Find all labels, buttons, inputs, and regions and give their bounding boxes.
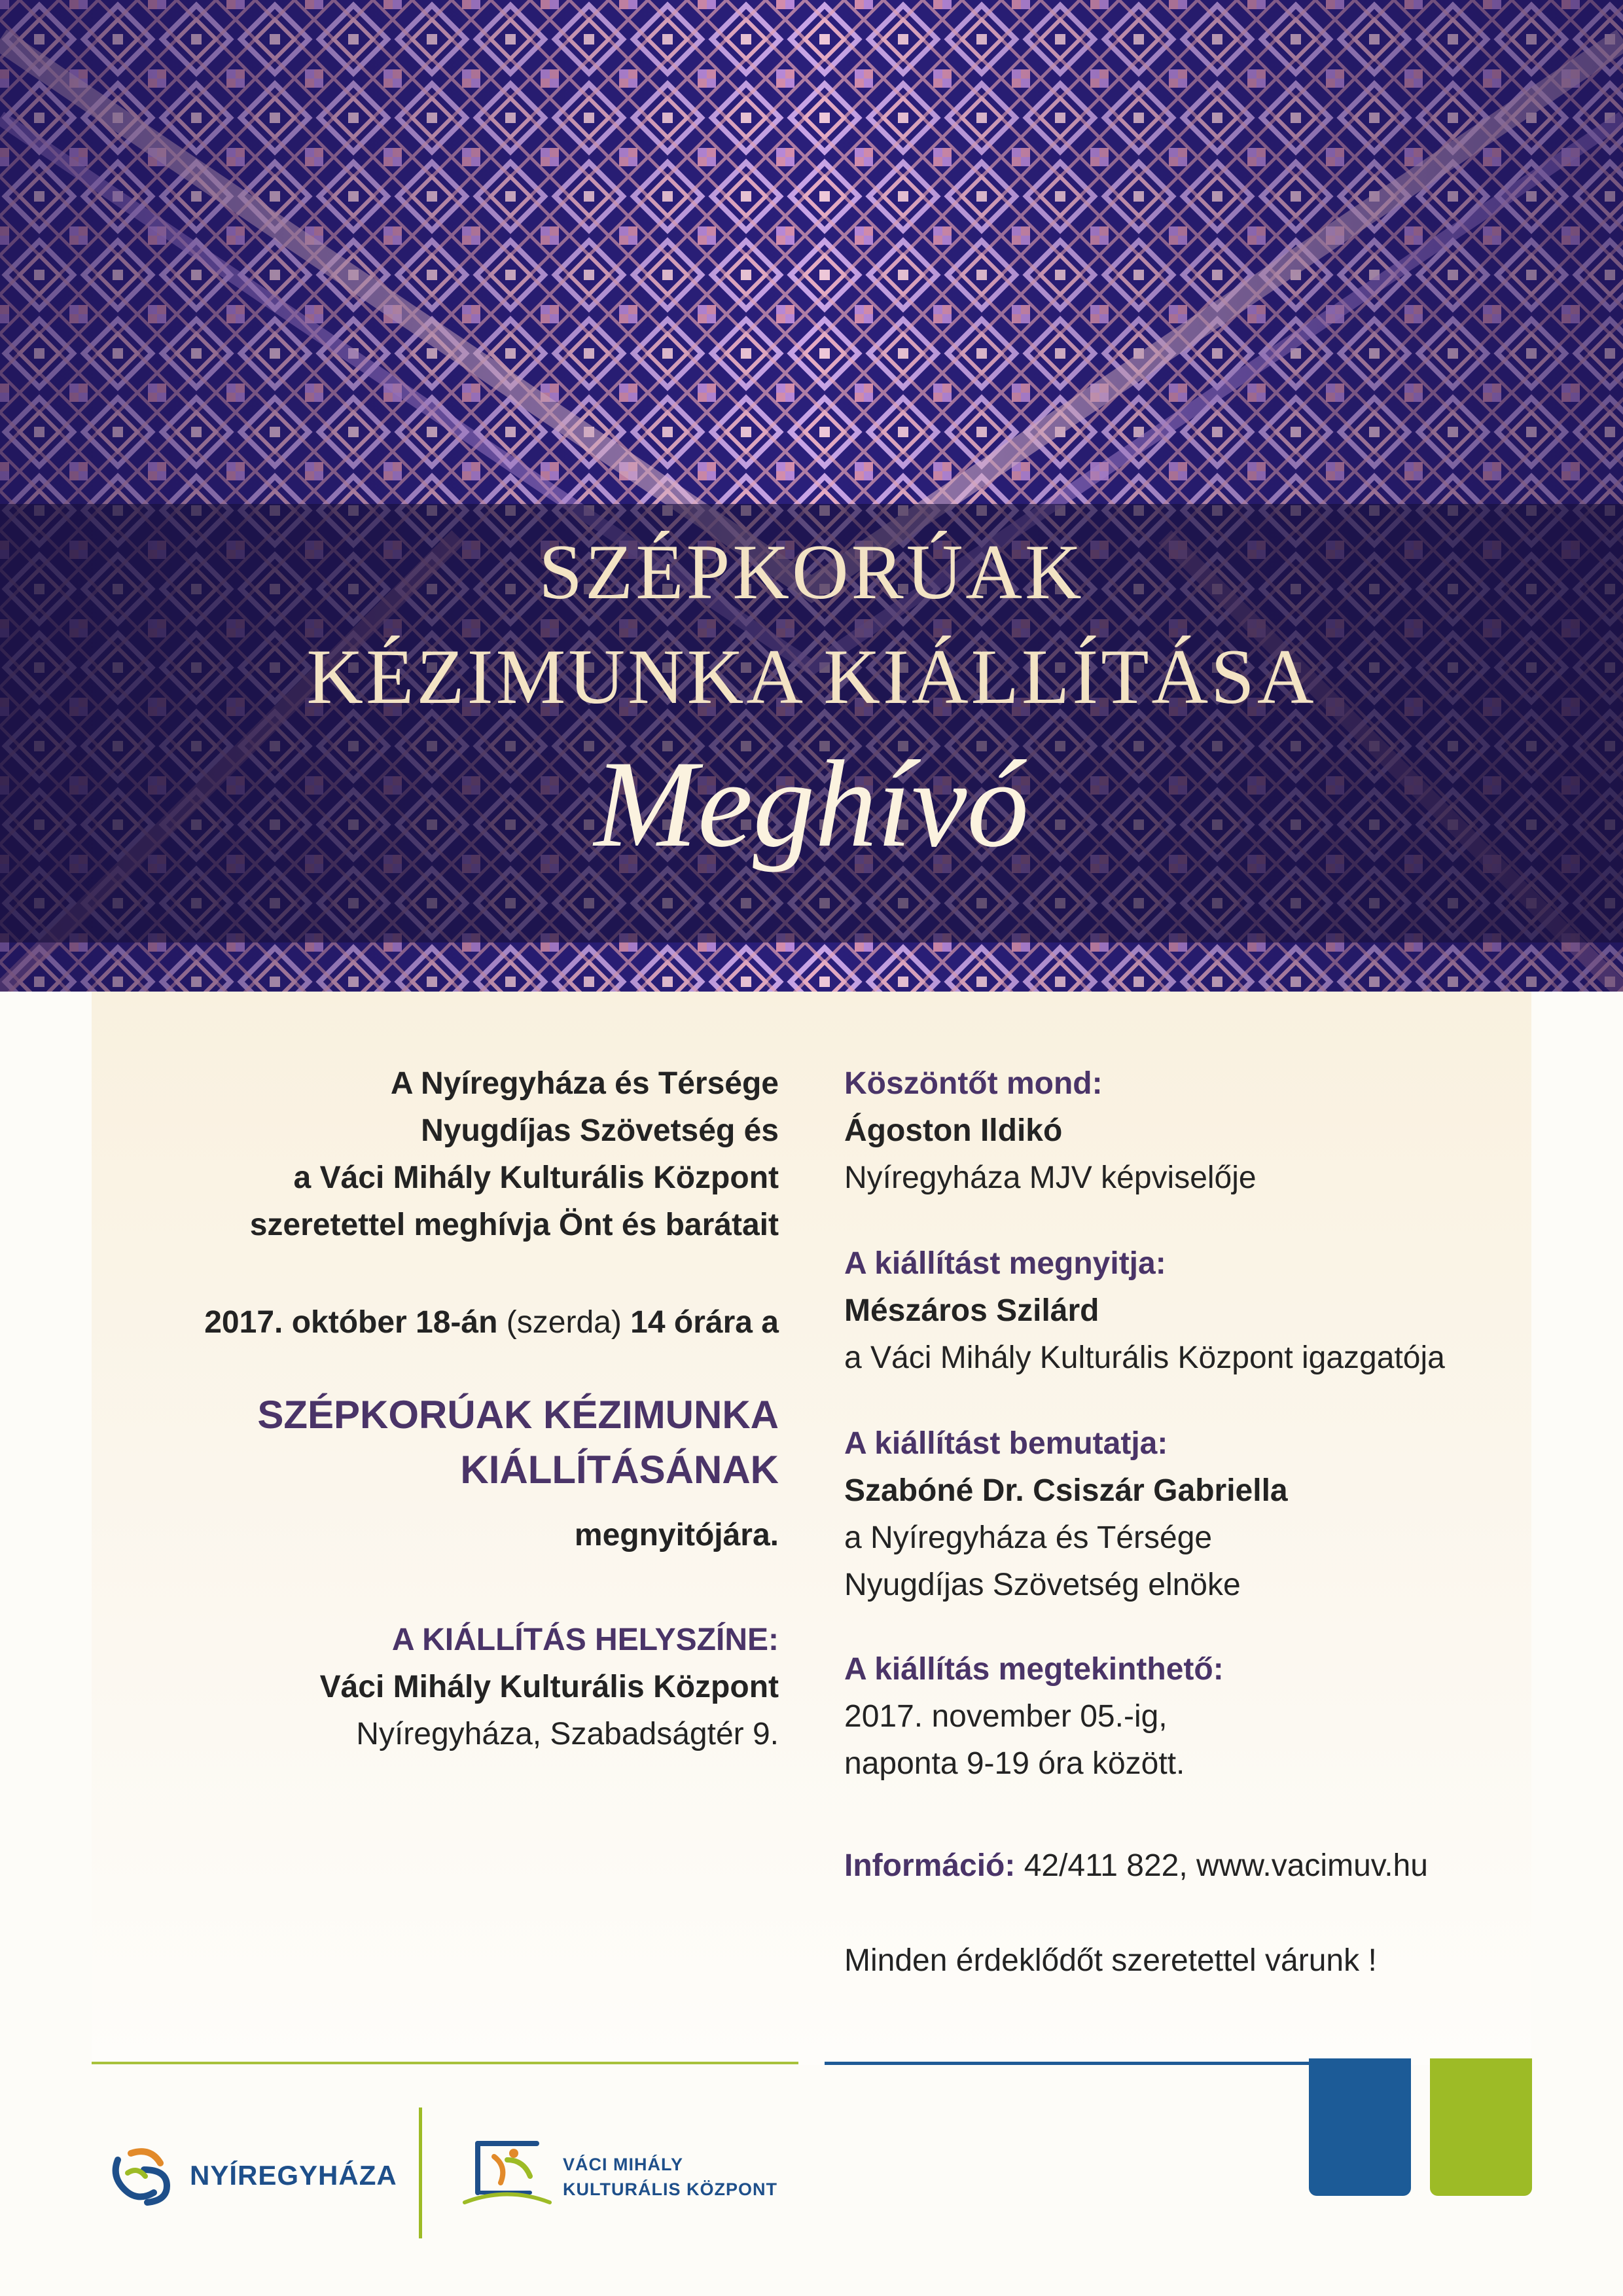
viewing-hours: naponta 9-19 óra között. [844,1746,1185,1781]
title-line-2: KÉZIMUNKA KIÁLLÍTÁSA [306,633,1317,720]
footer-rule-blue [825,2062,1309,2065]
venue-block [92,1617,779,1758]
vaci-mihaly-logo-text-line2: KULTURÁLIS KÖZPONT [563,2179,777,2199]
venue-address: Nyíregyháza, Szabadságtér 9. [356,1717,779,1751]
presenter-role: a Nyíregyháza és Térsége [844,1520,1213,1555]
header-textile-banner [0,0,1623,992]
info-label: Információ: [844,1848,1016,1883]
viewing-heading: A kiállítás megtekinthető: [844,1652,1224,1687]
presenter-name: Szabóné Dr. Csiszár Gabriella [844,1473,1288,1508]
presenter-heading: A kiállítást bemutatja: [844,1426,1168,1461]
venue-name: Váci Mihály Kulturális Központ [319,1670,779,1704]
brand-block-green [1430,2058,1532,2196]
footer-rule-green [92,2062,798,2064]
title-line-1: SZÉPKORÚAK [539,528,1084,615]
greeting-name: Ágoston Ildikó [844,1113,1063,1148]
opening-speaker-block [844,1240,1558,1382]
event-date-bold: 2017. október 18-án [204,1305,498,1340]
brand-block-blue [1309,2058,1411,2196]
intro-line: A Nyíregyháza és Térsége [390,1066,779,1101]
welcome-text: Minden érdeklődőt szeretettel várunk ! [844,1943,1377,1978]
vaci-mihaly-logo-text-line1: VÁCI MIHÁLY [563,2155,684,2174]
presenter-role: Nyugdíjas Szövetség elnöke [844,1568,1241,1602]
viewing-until: 2017. november 05.-ig, [844,1699,1168,1734]
intro-line: szeretettel meghívja Önt és barátait [249,1208,779,1242]
intro-line: a Váci Mihály Kulturális Központ [293,1160,779,1195]
invitation-script-title: Meghívó [594,736,1029,873]
greeting-heading: Köszöntőt mond: [844,1066,1103,1101]
venue-heading: A KIÁLLÍTÁS HELYSZÍNE: [391,1623,779,1657]
vaci-mihaly-logo-icon [458,2130,556,2215]
opening-heading: A kiállítást megnyitja: [844,1246,1166,1281]
event-time: 14 órára a [630,1305,779,1340]
nyiregyhaza-logo-text: NYÍREGYHÁZA [190,2160,397,2191]
event-date [92,1299,779,1346]
logo-divider [419,2108,422,2238]
opening-text: megnyitójára. [574,1518,779,1552]
greeting-block [844,1060,1558,1202]
exhibition-title [92,1388,779,1498]
exhibition-title-line: SZÉPKORÚAK KÉZIMUNKA [257,1393,779,1437]
intro-text [92,1060,779,1249]
presenter-block [844,1420,1558,1609]
intro-line: Nyugdíjas Szövetség és [421,1113,779,1148]
event-day: (szerda) [506,1305,622,1340]
greeting-role: Nyíregyháza MJV képviselője [844,1160,1257,1195]
info-value: 42/411 822, www.vacimuv.hu [1024,1848,1428,1883]
viewing-block [844,1646,1558,1787]
exhibition-title-line: KIÁLLÍTÁSÁNAK [460,1448,779,1492]
opening-name: Mészáros Szilárd [844,1293,1099,1328]
opening-role: a Váci Mihály Kulturális Központ igazgatója [844,1340,1445,1375]
info-block [844,1842,1558,1890]
